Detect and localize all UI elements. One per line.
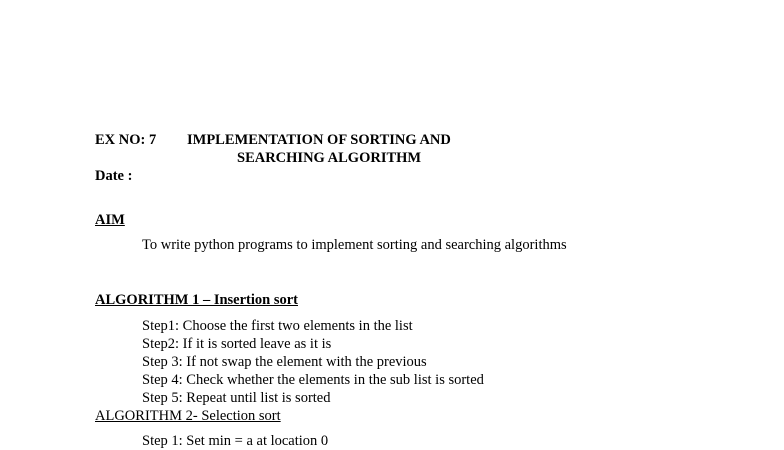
- algorithm-1-step-5: Step 5: Repeat until list is sorted: [142, 390, 331, 406]
- exercise-number: EX NO: 7: [95, 132, 157, 148]
- algorithm-1-heading: ALGORITHM 1 – Insertion sort: [95, 292, 298, 308]
- title-line-2: SEARCHING ALGORITHM: [237, 150, 422, 166]
- algorithm-1-step-1: Step1: Choose the first two elements in the list: [142, 318, 413, 334]
- algorithm-2-heading: ALGORITHM 2- Selection sort: [95, 408, 281, 424]
- aim-heading: AIM: [95, 212, 125, 228]
- title-line-1: IMPLEMENTATION OF SORTING AND: [187, 132, 451, 148]
- algorithm-2-step-1: Step 1: Set min = a at location 0: [142, 433, 329, 449]
- aim-text: To write python programs to implement sorting and searching algorithms: [142, 237, 567, 253]
- algorithm-1-step-3: Step 3: If not swap the element with the previous: [142, 354, 427, 370]
- algorithm-1-step-4: Step 4: Check whether the elements in the sub list is sorted: [142, 372, 484, 388]
- algorithm-1-step-2: Step2: If it is sorted leave as it is: [142, 336, 332, 352]
- date-label: Date :: [95, 168, 133, 184]
